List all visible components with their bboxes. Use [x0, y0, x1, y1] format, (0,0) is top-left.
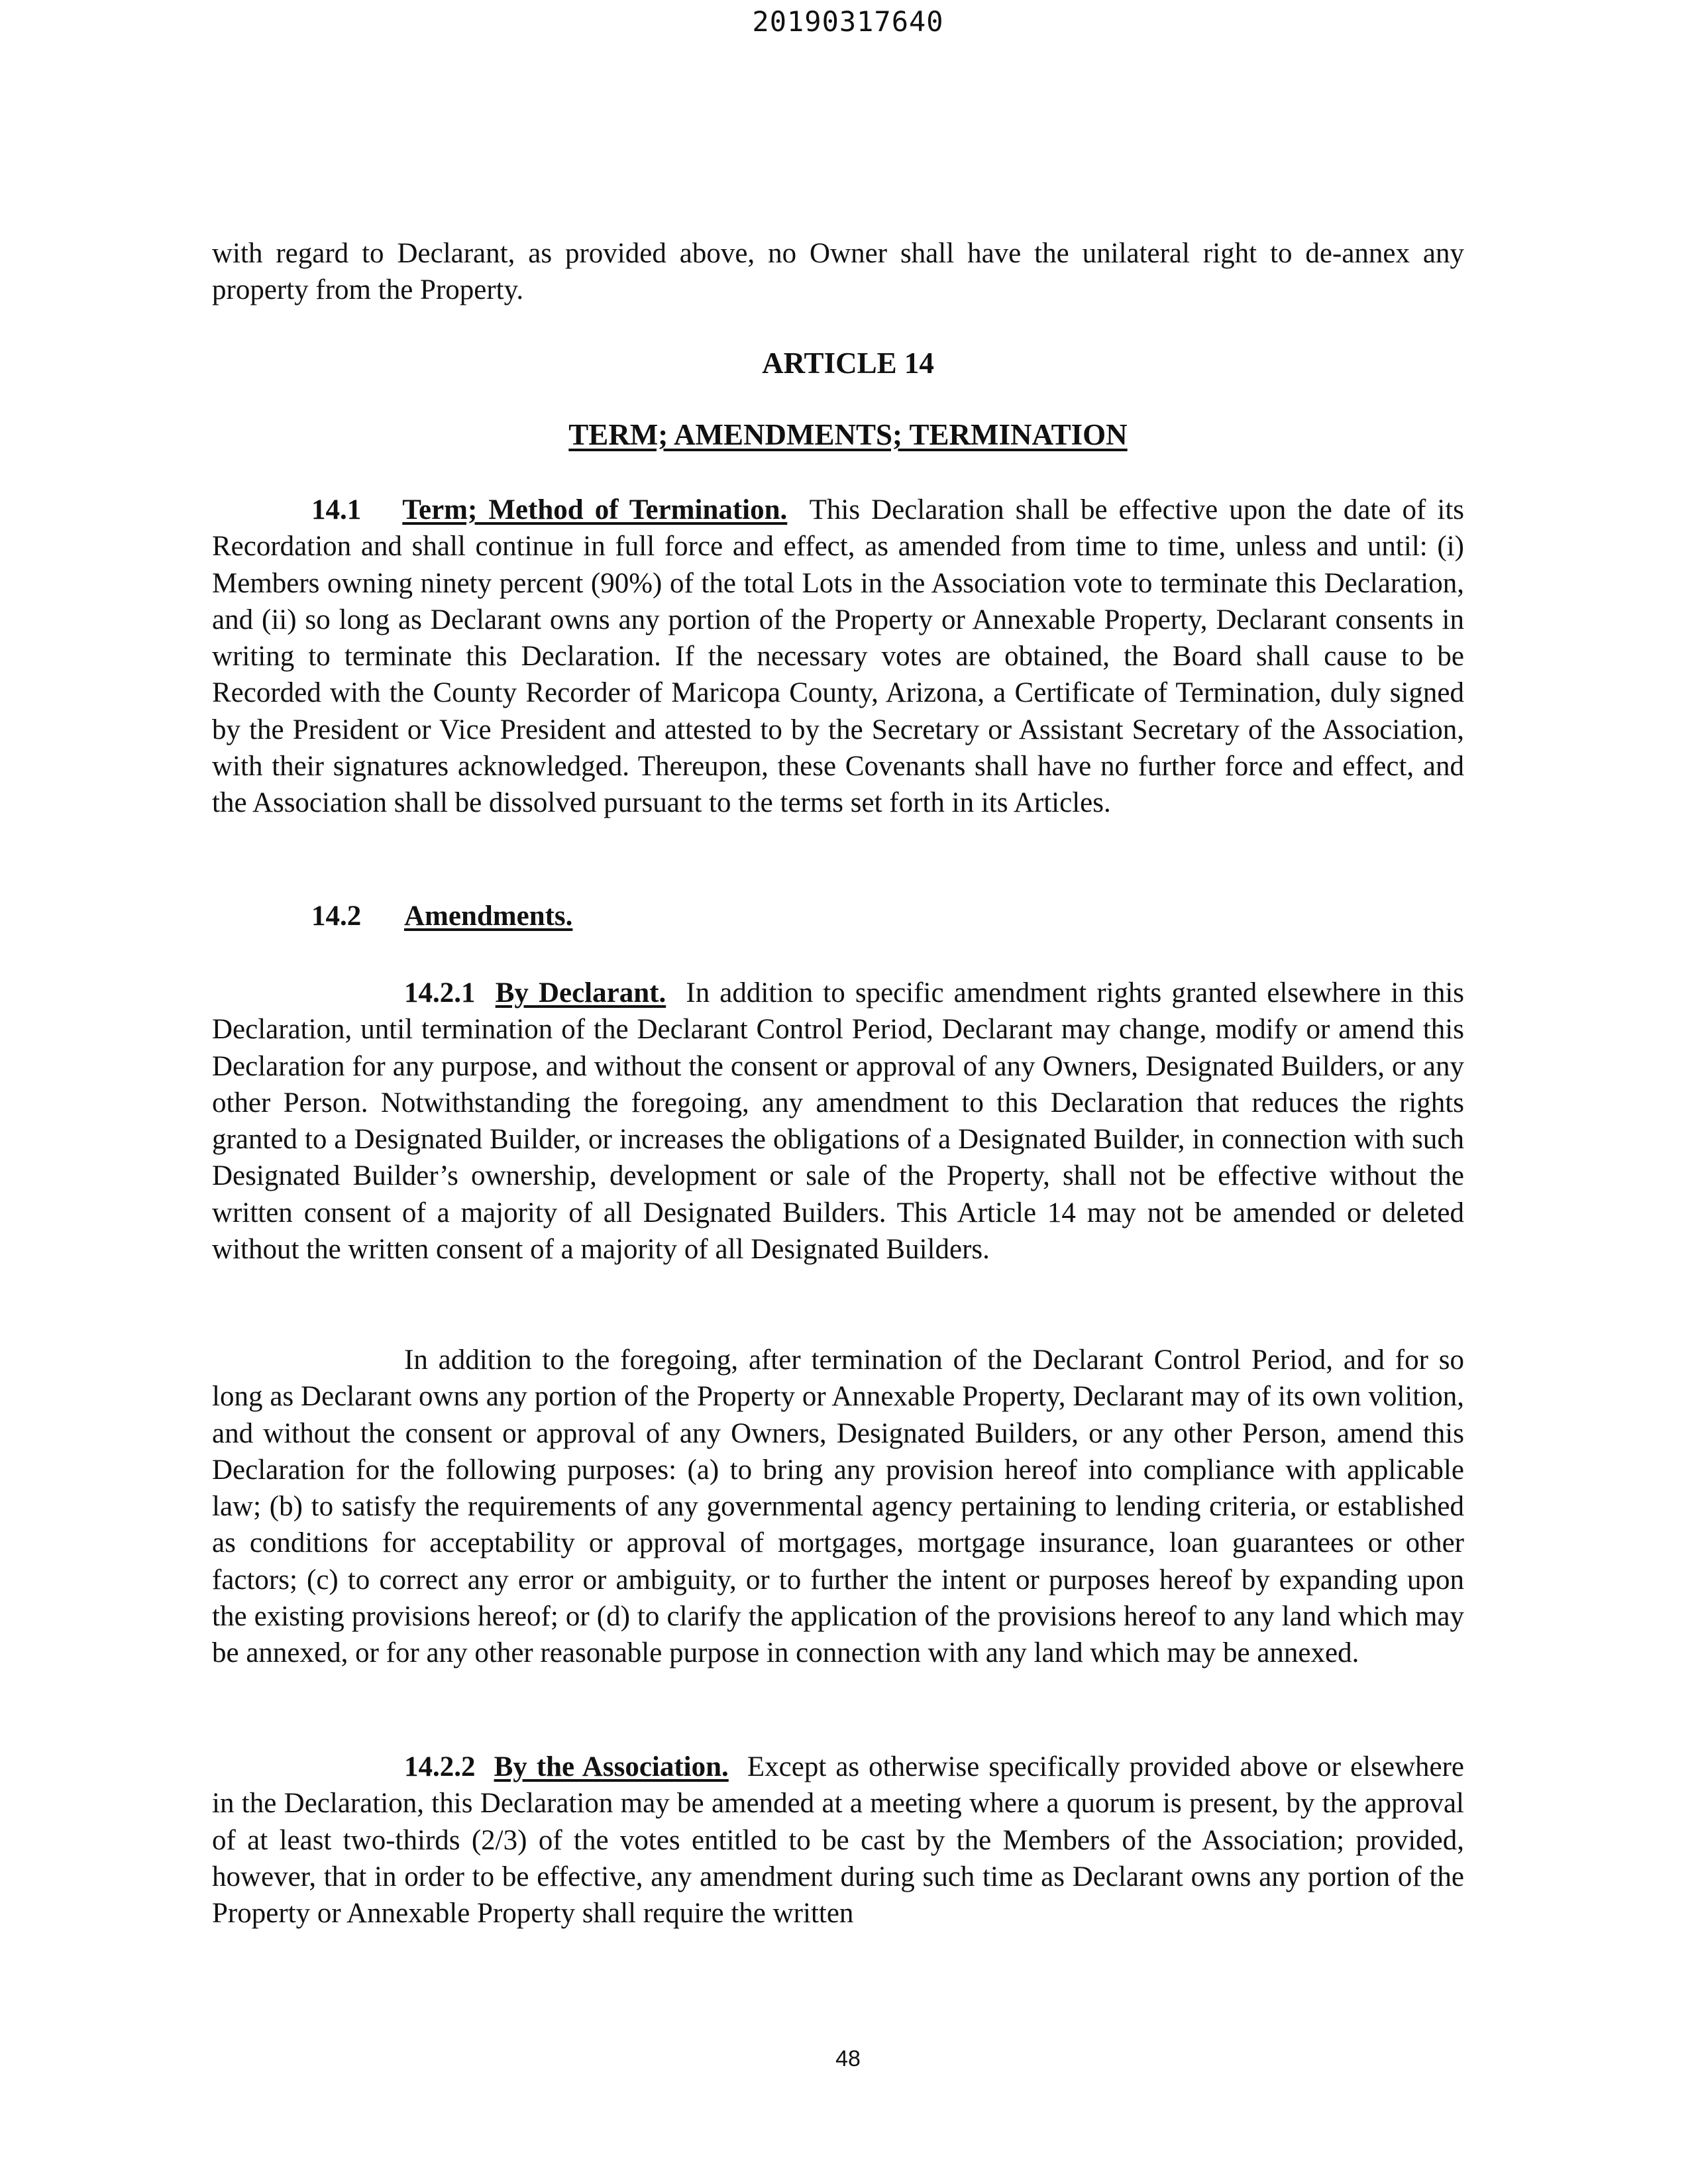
section-14-2-number: 14.2 — [311, 901, 362, 932]
section-14-2-2 — [212, 1749, 1464, 1932]
section-14-1-paragraph — [212, 492, 1464, 822]
section-14-2-heading — [311, 900, 572, 932]
section-14-1-number: 14.1 — [311, 494, 362, 525]
section-14-2-1-caption: By Declarant. — [495, 977, 666, 1009]
section-14-1-text: This Declaration shall be effective upon the date of its Recordation and shall continue in full force and effect, as amended from time to time, unless and until: (i) Members owning ninety percent (90%) of the total Lots in the Association vote to terminate this Declaration, and (ii) so long as Declarant owns any portion of the Property or Annexable Property, Declarant consents in writing to terminate this Declaration. If the necessary votes are obtained, the Board shall cause to be Recorded with the County Recorder of Maricopa County, Arizona, a Certificate of Termination, duly signed by the President or Vice President and attested to by the Secretary or Assistant Secretary of the Association, with their signatures acknowledged. Thereupon, these Covenants shall have no further force and effect, and the Association shall be dissolved pursuant to the terms set forth in its Articles. — [212, 494, 1465, 819]
section-14-2-2-number: 14.2.2 — [404, 1751, 476, 1782]
section-14-2-2-paragraph — [212, 1749, 1464, 1932]
section-14-2-caption: Amendments. — [404, 901, 573, 932]
article-title — [0, 417, 1696, 452]
page-number: 48 — [835, 2046, 861, 2071]
section-14-2-2-caption: By the Association. — [494, 1751, 729, 1782]
section-14-2-1-paragraph — [212, 975, 1464, 1268]
section-14-1 — [212, 492, 1464, 822]
section-14-2-2-text: Except as otherwise specifically provided above or elsewhere in the Declaration, this Declaration may be amended at a meeting where a quorum is present, by the approval of at least two-thirds (2/3) of the votes entitled to be cast by the Members of the Association; provided, however, that in order to be effective, any amendment during such time as Declarant owns any portion of the Property or Annexable Property shall require the written — [212, 1751, 1464, 1930]
section-14-2-1 — [212, 975, 1464, 1268]
section-14-2-1-continued — [212, 1342, 1464, 1672]
section-14-2-1-text: In addition to specific amendment rights granted elsewhere in this Declaration, until termination of the Declarant Control Period, Declarant may change, modify or amend this Declaration for any purpose, and without the consent or approval of any Owners, Designated Builders, or any other Person. Notwithstanding the foregoing, any amendment to this Declaration that reduces the rights granted to a Designated Builder, or increases the obligations of a Designated Builder, in connection with such Designated Builder’s ownership, development or sale of the Property, shall not be effective without the written consent of a majority of all Designated Builders. This Article 14 may not be amended or deleted without the written consent of a majority of all Designated Builders. — [212, 977, 1465, 1266]
section-14-2-1-paragraph-2: In addition to the foregoing, after termination of the Declarant Control Period, and for so long as Declarant owns any portion of the Property or Annexable Property, Declarant may of its own volition, and without the consent or approval of any Owners, Designated Builders, or any other Person, amend this Declaration for the following purposes: (a) to bring any provision hereof into compliance with applicable law; (b) to satisfy the requirements of any governmental agency pertaining to lending criteria, or established as conditions for acceptability or approval of mortgages, mortgage insurance, loan guarantees or other factors; (c) to correct any error or ambiguity, or to further the intent or purposes hereof by expanding upon the existing provisions hereof; or (d) to clarify the application of the provisions hereof to any land which may be annexed, or for any other reasonable purpose in connection with any land which may be annexed. — [212, 1344, 1464, 1669]
intro-paragraph — [212, 235, 1464, 309]
article-label: ARTICLE 14 — [762, 347, 934, 380]
section-14-2-1-number: 14.2.1 — [404, 977, 476, 1009]
article-title-text: TERM; AMENDMENTS; TERMINATION — [568, 418, 1128, 451]
section-14-1-caption: Term; Method of Termination. — [402, 494, 788, 525]
intro-text: with regard to Declarant, as provided above, no Owner shall have the unilateral right to de-annex any property from the Property. — [212, 238, 1464, 306]
document-number: 20190317640 — [752, 5, 944, 38]
